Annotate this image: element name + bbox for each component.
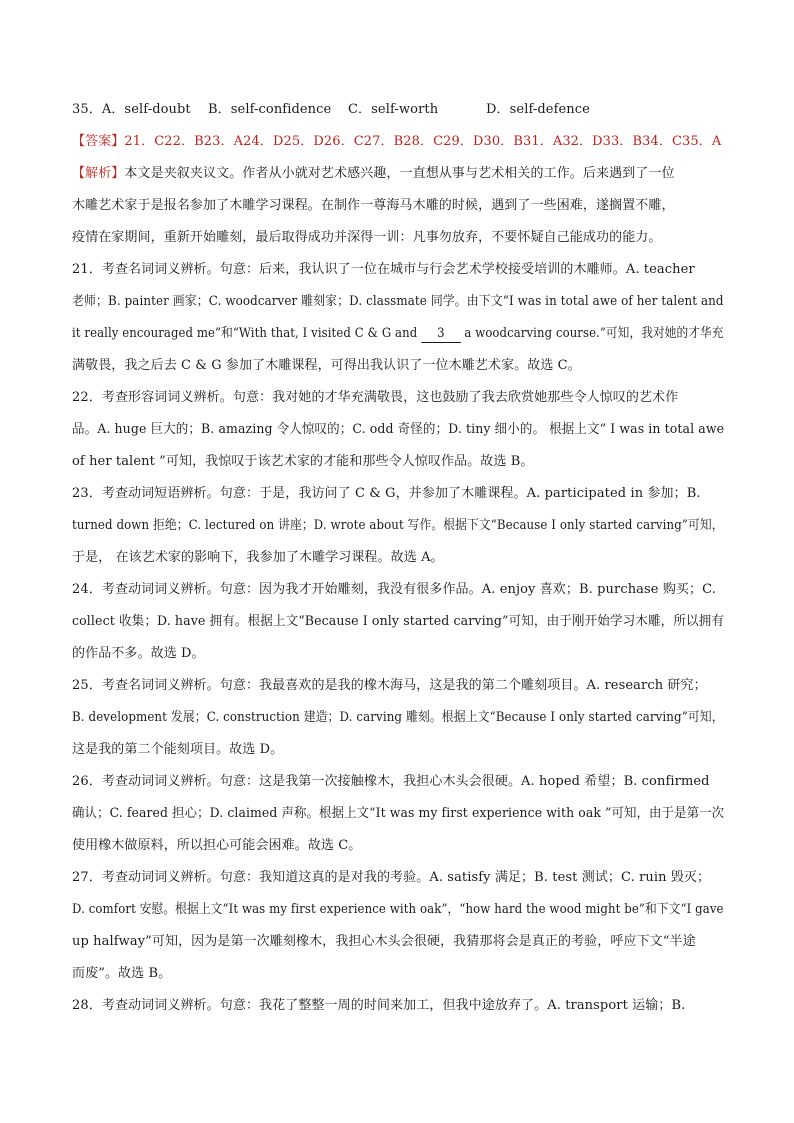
analysis-text-1: 本文是夹叙夹议文。作者从小就对艺术感兴趣，一直想从事与艺术相关的工作。后来遇到了一位 bbox=[124, 166, 675, 181]
answer-label: 【答案】 bbox=[72, 134, 125, 149]
q27-line-4: 而废”。故选 B。 bbox=[72, 966, 172, 981]
q28-line-1: 28．考查动词词义辨析。句意：我花了整整一周的时间来加工，但我中途放弃了。A. transport 运输；B. bbox=[72, 998, 686, 1013]
q26-line-2: 确认；C. feared 担心；D. claimed 声称。根据上文“It was my first experience with oak ”可知，由于是第一次 bbox=[72, 806, 725, 821]
option-b: B．self-confidence bbox=[208, 102, 332, 117]
blank-number: 3 bbox=[421, 326, 461, 343]
q27-line-3: up halfway”可知，因为是第一次雕刻橡木，我担心木头会很硬，我猜那将会是真正的考验，呼应下文“半途 bbox=[72, 934, 696, 949]
q23-line-1: 23．考查动词短语辨析。句意：于是，我访问了 C & G，并参加了木雕课程。A. participated in 参加；B. bbox=[72, 486, 701, 501]
q21-line-4: 满敬畏，我之后去 C & G 参加了木雕课程，可得出我认识了一位木雕艺术家。故选 C。 bbox=[72, 358, 581, 373]
option-c: C．self-worth bbox=[348, 102, 439, 117]
analysis-label: 【解析】 bbox=[72, 166, 125, 181]
answer-line bbox=[72, 132, 724, 152]
q21-line-3-pre: it really encouraged me”和“With that, I visited C & G and bbox=[72, 326, 422, 341]
q24-line-1: 24．考查动词词义辨析。句意：因为我才开始雕刻，我没有很多作品。A. enjoy 喜欢；B. purchase 购买；C. bbox=[72, 582, 716, 597]
q24-line-3: 的作品不多。故选 D。 bbox=[72, 646, 205, 661]
q25-line-2: B. development 发展；C. construction 建造；D. carving 雕刻。根据上文“Because I only started carving”可知， bbox=[72, 710, 724, 725]
q22-line-2: 品。A. huge 巨大的；B. amazing 令人惊叹的；C. odd 奇怪的；D. tiny 细小的。 根据上文“ I was in total awe bbox=[72, 422, 725, 437]
option-d: D．self-defence bbox=[486, 102, 590, 117]
q23-line-3: 于是， 在该艺术家的影响下，我参加了木雕学习课程。故选 A。 bbox=[72, 550, 444, 565]
q21-line-3-post: a woodcarving course.”可知，我对她的才华充 bbox=[460, 326, 724, 341]
q27-line-2: D. comfort 安慰。根据上文“It was my first experience with oak”，“how hard the wood might be”和下文“I gave bbox=[72, 902, 724, 917]
q22-line-3: of her talent ”可知，我惊叹于该艺术家的才能和那些令人惊叹作品。故选 B。 bbox=[72, 454, 534, 469]
option-a: 35．A．self-doubt bbox=[72, 102, 191, 117]
analysis-line-3: 疫情在家期间，重新开始雕刻，最后取得成功并深得一训：凡事勿放弃，不要怀疑自己能成功的能力。 bbox=[72, 230, 662, 245]
q25-line-1: 25．考查名词词义辨析。句意：我最喜欢的是我的橡木海马，这是我的第二个雕刻项目。A. research 研究； bbox=[72, 678, 707, 693]
q26-line-1: 26．考查动词词义辨析。句意：这是我第一次接触橡木，我担心木头会很硬。A. hoped 希望；B. confirmed bbox=[72, 774, 710, 789]
q21-line-3 bbox=[72, 324, 724, 344]
analysis-line-1 bbox=[72, 164, 724, 184]
q24-line-2: collect 收集；D. have 拥有。根据上文“Because I only started carving”可知，由于刚开始学习木雕，所以拥有 bbox=[72, 614, 725, 629]
q22-line-1: 22．考查形容词词义辨析。句意：我对她的才华充满敬畏，这也鼓励了我去欣赏她那些令人惊叹的艺术作 bbox=[72, 390, 679, 405]
q23-line-2: turned down 拒绝；C. lectured on 讲座；D. wrote about 写作。根据下文“Because I only started carving”可知， bbox=[72, 518, 724, 533]
answer-text: 21．C22．B23．A24．D25．D26．C27．B28．C29．D30．B31．A32．D33．B34．C35．A bbox=[124, 134, 722, 149]
q21-line-1: 21．考查名词词义辨析。句意：后来，我认识了一位在城市与行会艺术学校接受培训的木雕师。A. teacher bbox=[72, 262, 695, 277]
q21-line-2: 老师；B. painter 画家；C. woodcarver 雕刻家；D. classmate 同学。由下文“I was in total awe of her talent and bbox=[72, 294, 724, 309]
q27-line-1: 27．考查动词词义辨析。句意：我知道这真的是对我的考验。A. satisfy 满足；B. test 测试；C. ruin 毁灭； bbox=[72, 870, 711, 885]
analysis-line-2: 木雕艺术家于是报名参加了木雕学习课程。在制作一尊海马木雕的时候，遇到了一些困难，遂搁置不雕， bbox=[72, 198, 675, 213]
q25-line-3: 这是我的第二个能刻项目。故选 D。 bbox=[72, 742, 284, 757]
q26-line-3: 使用橡木做原料，所以担心可能会困难。故选 C。 bbox=[72, 838, 362, 853]
